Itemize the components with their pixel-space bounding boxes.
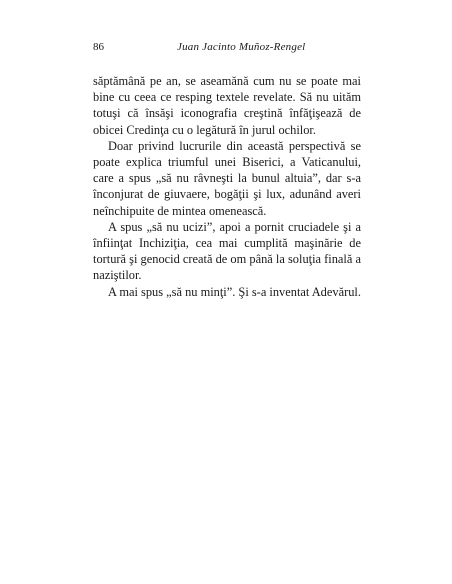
running-head bbox=[93, 39, 351, 55]
paragraph-1: săptămână pe an, se aseamănă cum nu se poate mai bine cu ceea ce resping textele revelate. Să nu uităm totuşi că însăşi iconografia creştină înfăţişează de obicei Credinţa cu o legătură în jurul ochilor. bbox=[93, 74, 361, 137]
paragraph-3: A spus „să nu ucizi”, apoi a pornit cruciadele şi a înfiinţat Inchiziţia, cea mai cumplită maşinărie de tortură şi genocid creată de om până la soluţia finală a naziştilor. bbox=[93, 219, 361, 283]
running-title-author: Juan Jacinto Muñoz-Rengel bbox=[177, 41, 306, 53]
paragraph-2: Doar privind lucrurile din această perspectivă se poate explica triumful unei Biserici, a Vaticanului, care a spus „să nu râvneşti la bunul altuia”, dar s-a înconjurat de giuvaere, bogăţii şi lux, adunând averi neînchipuite de mintea omenească. bbox=[93, 138, 361, 218]
page-number: 86 bbox=[93, 41, 104, 53]
paragraph-4: A mai spus „să nu minţi”. Şi s-a inventat Adevărul. bbox=[108, 284, 361, 299]
body-text bbox=[93, 73, 361, 300]
